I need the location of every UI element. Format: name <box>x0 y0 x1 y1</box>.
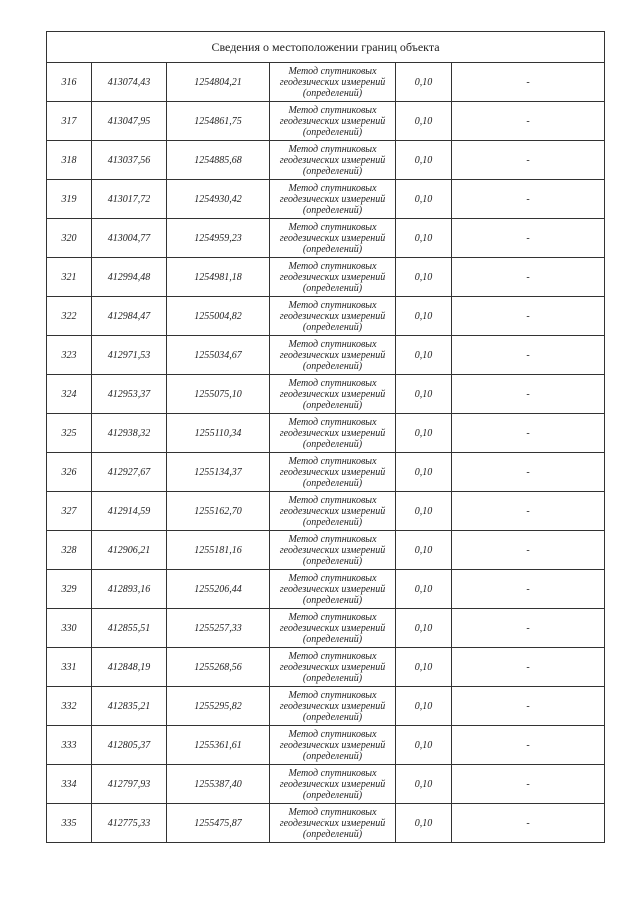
accuracy-cell: 0,10 <box>396 531 452 570</box>
accuracy-cell: 0,10 <box>396 102 452 141</box>
method-line: геодезических измерений <box>279 388 386 400</box>
x-coordinate-cell: 412971,53 <box>92 336 167 375</box>
y-coordinate-cell: 1255181,16 <box>167 531 270 570</box>
note-cell: - <box>452 63 605 102</box>
point-number-cell: 333 <box>47 726 92 765</box>
method-line: геодезических измерений <box>279 622 386 634</box>
method-cell <box>270 609 396 648</box>
table-row <box>47 492 605 531</box>
table-row <box>47 726 605 765</box>
method-line: Метод спутниковых <box>288 806 377 818</box>
point-number-cell: 334 <box>47 765 92 804</box>
point-number-cell: 328 <box>47 531 92 570</box>
method-line: (определений) <box>302 711 363 723</box>
method-cell <box>270 570 396 609</box>
method-line: (определений) <box>302 477 363 489</box>
note-cell: - <box>452 141 605 180</box>
table-row <box>47 687 605 726</box>
x-coordinate-cell: 412953,37 <box>92 375 167 414</box>
accuracy-cell: 0,10 <box>396 453 452 492</box>
method-line: Метод спутниковых <box>288 455 377 467</box>
point-number-cell: 320 <box>47 219 92 258</box>
accuracy-cell: 0,10 <box>396 336 452 375</box>
point-number-cell: 324 <box>47 375 92 414</box>
accuracy-cell: 0,10 <box>396 765 452 804</box>
y-coordinate-cell: 1254885,68 <box>167 141 270 180</box>
table-row <box>47 531 605 570</box>
table-row <box>47 102 605 141</box>
method-line: (определений) <box>302 633 363 645</box>
method-line: (определений) <box>302 672 363 684</box>
note-cell: - <box>452 687 605 726</box>
note-cell: - <box>452 180 605 219</box>
method-line: геодезических измерений <box>279 778 386 790</box>
table-row <box>47 648 605 687</box>
method-line: Метод спутниковых <box>288 533 377 545</box>
table-row <box>47 219 605 258</box>
method-line: Метод спутниковых <box>288 143 377 155</box>
point-number-cell: 321 <box>47 258 92 297</box>
method-line: геодезических измерений <box>279 154 386 166</box>
point-number-cell: 327 <box>47 492 92 531</box>
x-coordinate-cell: 412775,33 <box>92 804 167 843</box>
method-line: Метод спутниковых <box>288 182 377 194</box>
point-number-cell: 325 <box>47 414 92 453</box>
x-coordinate-cell: 413017,72 <box>92 180 167 219</box>
method-line: геодезических измерений <box>279 700 386 712</box>
method-cell <box>270 297 396 336</box>
method-cell <box>270 180 396 219</box>
method-line: геодезических измерений <box>279 817 386 829</box>
note-cell: - <box>452 765 605 804</box>
method-line: геодезических измерений <box>279 427 386 439</box>
note-cell: - <box>452 258 605 297</box>
table-row <box>47 297 605 336</box>
x-coordinate-cell: 412848,19 <box>92 648 167 687</box>
x-coordinate-cell: 413004,77 <box>92 219 167 258</box>
method-cell <box>270 804 396 843</box>
y-coordinate-cell: 1254930,42 <box>167 180 270 219</box>
point-number-cell: 332 <box>47 687 92 726</box>
method-line: Метод спутниковых <box>288 104 377 116</box>
method-cell <box>270 63 396 102</box>
x-coordinate-cell: 412906,21 <box>92 531 167 570</box>
accuracy-cell: 0,10 <box>396 297 452 336</box>
accuracy-cell: 0,10 <box>396 63 452 102</box>
x-coordinate-cell: 412805,37 <box>92 726 167 765</box>
point-number-cell: 326 <box>47 453 92 492</box>
note-cell: - <box>452 648 605 687</box>
note-cell: - <box>452 453 605 492</box>
note-cell: - <box>452 492 605 531</box>
x-coordinate-cell: 413047,95 <box>92 102 167 141</box>
point-number-cell: 335 <box>47 804 92 843</box>
x-coordinate-cell: 412984,47 <box>92 297 167 336</box>
table-row <box>47 63 605 102</box>
method-line: геодезических измерений <box>279 271 386 283</box>
point-number-cell: 330 <box>47 609 92 648</box>
point-number-cell: 317 <box>47 102 92 141</box>
method-line: (определений) <box>302 438 363 450</box>
point-number-cell: 318 <box>47 141 92 180</box>
method-line: Метод спутниковых <box>288 377 377 389</box>
method-line: геодезических измерений <box>279 466 386 478</box>
y-coordinate-cell: 1255268,56 <box>167 648 270 687</box>
x-coordinate-cell: 412994,48 <box>92 258 167 297</box>
y-coordinate-cell: 1255257,33 <box>167 609 270 648</box>
method-line: (определений) <box>302 165 363 177</box>
y-coordinate-cell: 1255387,40 <box>167 765 270 804</box>
method-line: Метод спутниковых <box>288 572 377 584</box>
method-line: Метод спутниковых <box>288 728 377 740</box>
y-coordinate-cell: 1254861,75 <box>167 102 270 141</box>
note-cell: - <box>452 570 605 609</box>
method-line: геодезических измерений <box>279 349 386 361</box>
boundary-coordinates-table <box>46 31 605 843</box>
method-line: (определений) <box>302 828 363 840</box>
method-line: Метод спутниковых <box>288 221 377 233</box>
y-coordinate-cell: 1255110,34 <box>167 414 270 453</box>
x-coordinate-cell: 413037,56 <box>92 141 167 180</box>
table-row <box>47 375 605 414</box>
accuracy-cell: 0,10 <box>396 141 452 180</box>
method-line: Метод спутниковых <box>288 767 377 779</box>
method-line: Метод спутниковых <box>288 650 377 662</box>
table-row <box>47 765 605 804</box>
point-number-cell: 322 <box>47 297 92 336</box>
y-coordinate-cell: 1255004,82 <box>167 297 270 336</box>
note-cell: - <box>452 414 605 453</box>
note-cell: - <box>452 609 605 648</box>
y-coordinate-cell: 1255295,82 <box>167 687 270 726</box>
method-cell <box>270 531 396 570</box>
point-number-cell: 316 <box>47 63 92 102</box>
accuracy-cell: 0,10 <box>396 726 452 765</box>
accuracy-cell: 0,10 <box>396 219 452 258</box>
table-row <box>47 258 605 297</box>
x-coordinate-cell: 412835,21 <box>92 687 167 726</box>
x-coordinate-cell: 412797,93 <box>92 765 167 804</box>
method-line: (определений) <box>302 243 363 255</box>
note-cell: - <box>452 336 605 375</box>
method-line: (определений) <box>302 516 363 528</box>
method-line: геодезических измерений <box>279 232 386 244</box>
note-cell: - <box>452 297 605 336</box>
y-coordinate-cell: 1254804,21 <box>167 63 270 102</box>
accuracy-cell: 0,10 <box>396 648 452 687</box>
method-line: (определений) <box>302 555 363 567</box>
method-cell <box>270 141 396 180</box>
accuracy-cell: 0,10 <box>396 258 452 297</box>
y-coordinate-cell: 1255206,44 <box>167 570 270 609</box>
accuracy-cell: 0,10 <box>396 375 452 414</box>
method-line: (определений) <box>302 789 363 801</box>
method-line: (определений) <box>302 87 363 99</box>
table-row <box>47 180 605 219</box>
method-cell <box>270 453 396 492</box>
accuracy-cell: 0,10 <box>396 609 452 648</box>
accuracy-cell: 0,10 <box>396 570 452 609</box>
method-line: (определений) <box>302 321 363 333</box>
x-coordinate-cell: 412893,16 <box>92 570 167 609</box>
table-row <box>47 141 605 180</box>
method-cell <box>270 258 396 297</box>
table-row <box>47 804 605 843</box>
table-row <box>47 570 605 609</box>
method-line: геодезических измерений <box>279 544 386 556</box>
note-cell: - <box>452 531 605 570</box>
method-line: геодезических измерений <box>279 76 386 88</box>
y-coordinate-cell: 1255034,67 <box>167 336 270 375</box>
y-coordinate-cell: 1255134,37 <box>167 453 270 492</box>
method-line: геодезических измерений <box>279 115 386 127</box>
x-coordinate-cell: 412914,59 <box>92 492 167 531</box>
y-coordinate-cell: 1255475,87 <box>167 804 270 843</box>
x-coordinate-cell: 412938,32 <box>92 414 167 453</box>
method-line: Метод спутниковых <box>288 299 377 311</box>
method-line: геодезических измерений <box>279 193 386 205</box>
method-cell <box>270 336 396 375</box>
accuracy-cell: 0,10 <box>396 414 452 453</box>
note-cell: - <box>452 726 605 765</box>
accuracy-cell: 0,10 <box>396 492 452 531</box>
y-coordinate-cell: 1254959,23 <box>167 219 270 258</box>
method-line: Метод спутниковых <box>288 689 377 701</box>
method-line: Метод спутниковых <box>288 65 377 77</box>
method-line: Метод спутниковых <box>288 416 377 428</box>
method-line: геодезических измерений <box>279 583 386 595</box>
point-number-cell: 331 <box>47 648 92 687</box>
method-line: геодезических измерений <box>279 310 386 322</box>
method-line: (определений) <box>302 282 363 294</box>
method-line: (определений) <box>302 399 363 411</box>
method-line: Метод спутниковых <box>288 260 377 272</box>
method-cell <box>270 687 396 726</box>
point-number-cell: 319 <box>47 180 92 219</box>
method-line: (определений) <box>302 594 363 606</box>
point-number-cell: 329 <box>47 570 92 609</box>
method-line: (определений) <box>302 126 363 138</box>
method-line: Метод спутниковых <box>288 338 377 350</box>
table-title: Сведения о местоположении границ объекта <box>47 32 605 63</box>
method-cell <box>270 375 396 414</box>
accuracy-cell: 0,10 <box>396 180 452 219</box>
table-row <box>47 414 605 453</box>
accuracy-cell: 0,10 <box>396 804 452 843</box>
method-cell <box>270 414 396 453</box>
method-line: (определений) <box>302 204 363 216</box>
table-body <box>47 63 605 843</box>
method-line: Метод спутниковых <box>288 611 377 623</box>
method-cell <box>270 726 396 765</box>
x-coordinate-cell: 412927,67 <box>92 453 167 492</box>
accuracy-cell: 0,10 <box>396 687 452 726</box>
note-cell: - <box>452 375 605 414</box>
method-cell <box>270 102 396 141</box>
point-number-cell: 323 <box>47 336 92 375</box>
method-line: (определений) <box>302 750 363 762</box>
x-coordinate-cell: 413074,43 <box>92 63 167 102</box>
method-line: геодезических измерений <box>279 661 386 673</box>
method-cell <box>270 648 396 687</box>
note-cell: - <box>452 219 605 258</box>
y-coordinate-cell: 1255075,10 <box>167 375 270 414</box>
method-line: (определений) <box>302 360 363 372</box>
method-cell <box>270 492 396 531</box>
table-row <box>47 609 605 648</box>
note-cell: - <box>452 804 605 843</box>
table-title-row <box>47 32 605 63</box>
method-cell <box>270 219 396 258</box>
table-row <box>47 453 605 492</box>
x-coordinate-cell: 412855,51 <box>92 609 167 648</box>
method-line: Метод спутниковых <box>288 494 377 506</box>
y-coordinate-cell: 1255162,70 <box>167 492 270 531</box>
y-coordinate-cell: 1255361,61 <box>167 726 270 765</box>
method-line: геодезических измерений <box>279 505 386 517</box>
y-coordinate-cell: 1254981,18 <box>167 258 270 297</box>
method-line: геодезических измерений <box>279 739 386 751</box>
table-row <box>47 336 605 375</box>
method-cell <box>270 765 396 804</box>
note-cell: - <box>452 102 605 141</box>
